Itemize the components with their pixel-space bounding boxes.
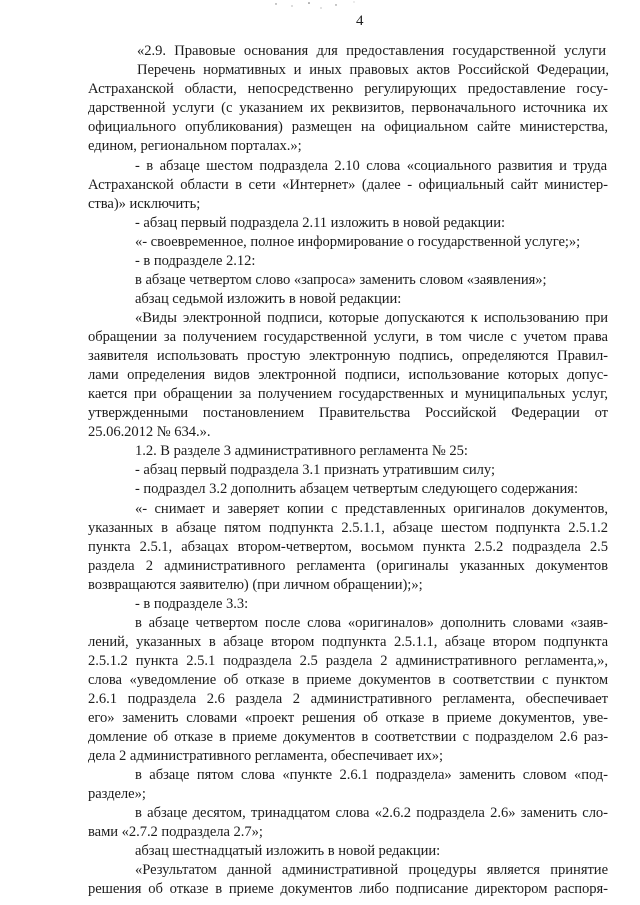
text-line: Перечень нормативных и иных правовых актов Российской Федерации,	[137, 62, 609, 78]
text-line: - в абзаце шестом подраздела 2.10 слова «социального развития и труда	[135, 158, 607, 174]
text-line: раздела 2 административного регламента (оригиналы указанных документов	[88, 558, 608, 574]
text-line: «Результатом данной административной процедуры является принятие	[135, 862, 608, 878]
text-line: возвращаются заявителю) (при личном обращении);»;	[88, 577, 423, 593]
scan-specks	[258, 0, 378, 12]
text-line: лений, указанных в абзаце втором подпункта 2.5.1.1, абзаце втором подпункта	[88, 634, 608, 650]
text-line: Астраханской области в сети «Интернет» (далее - официальный сайт министер-	[88, 177, 608, 193]
text-line: в абзаце пятом слова «пункте 2.6.1 подраздела» заменить словом «под-	[135, 767, 608, 783]
text-line: в абзаце четвертом слово «запроса» заменить словом «заявления»;	[135, 272, 547, 288]
text-line: 2.6.1 подраздела 2.6 раздела 2 административного регламента, обеспечивает	[88, 691, 608, 707]
text-line: домление об отказе в приеме документов в соответствии с подразделом 2.6 раз-	[88, 729, 608, 745]
text-line: - в подразделе 2.12:	[135, 253, 256, 269]
text-line: утвержденными постановлением Правительства Российской Федерации от	[88, 405, 608, 421]
text-line: в абзаце четвертом после слова «оригиналов» дополнить словами «заяв-	[135, 615, 608, 631]
text-line: дарственной услуги (с указанием их реквизитов, первоначального источника их	[88, 100, 608, 116]
text-line: «Виды электронной подписи, которые допускаются к использованию при	[135, 310, 608, 326]
text-line: ства)» исключить;	[88, 196, 201, 212]
text-line: «2.9. Правовые основания для предоставления государственной услуги	[137, 43, 606, 59]
text-line: дела 2 административного регламента, обеспечивает их»;	[88, 748, 443, 764]
text-line: едином, региональном порталах.»;	[88, 138, 302, 154]
text-line: абзац седьмой изложить в новой редакции:	[135, 291, 402, 307]
text-line: 25.06.2012 № 634.».	[88, 424, 211, 440]
text-line: лами определения видов электронной подписи, использование которых допус-	[88, 367, 608, 383]
text-line: разделе»;	[88, 786, 146, 802]
text-line: вами «2.7.2 подраздела 2.7»;	[88, 824, 263, 840]
text-line: «- снимает и заверяет копии с представленных оригиналов документов,	[135, 501, 608, 517]
text-line: пункта 2.5.1, абзацах втором-четвертом, восьмом пункта 2.5.2 подраздела 2.5	[88, 539, 608, 555]
text-line: официального опубликования) размещен на официальном сайте министерства,	[88, 119, 608, 135]
text-line: в абзаце десятом, тринадцатом слова «2.6.2 подраздела 2.6» заменить сло-	[135, 805, 608, 821]
text-line: - в подразделе 3.3:	[135, 596, 249, 612]
text-line: - абзац первый подраздела 3.1 признать утратившим силу;	[135, 462, 495, 478]
text-line: - абзац первый подраздела 2.11 изложить в новой редакции:	[135, 215, 505, 231]
text-line: 2.5.1.2 пункта 2.5.1 подраздела 2.5 раздела 2 административного регламента,»,	[88, 653, 608, 669]
text-line: его» заменить словами «проект решения об отказе в приеме документов, уве-	[88, 710, 608, 726]
text-line: Астраханской области, непосредственно регулирующих предоставление госу-	[88, 81, 608, 97]
text-line: кается при обращении за получением государственных и муниципальных услуг,	[88, 386, 608, 402]
text-line: заявителя использовать простую электронную подпись, определяются Правил-	[88, 348, 608, 364]
page-number: 4	[356, 13, 364, 29]
text-line: «- своевременное, полное информирование о государственной услуге;»;	[135, 234, 581, 250]
text-line: 1.2. В разделе 3 административного регламента № 25:	[135, 443, 468, 459]
text-line: указанных в абзаце пятом подпункта 2.5.1.1, абзаце шестом подпункта 2.5.1.2	[88, 520, 608, 536]
text-line: обращении за получением государственной услуги, в том числе с учетом права	[88, 329, 608, 345]
text-line: абзац шестнадцатый изложить в новой редакции:	[135, 843, 441, 859]
text-line: решения об отказе в приеме документов либо подписание директором распоря-	[88, 881, 608, 897]
text-line: слова «уведомление об отказе в приеме документов в соответствии с пунктом	[88, 672, 608, 688]
text-line: - подраздел 3.2 дополнить абзацем четвертым следующего содержания:	[135, 481, 578, 497]
